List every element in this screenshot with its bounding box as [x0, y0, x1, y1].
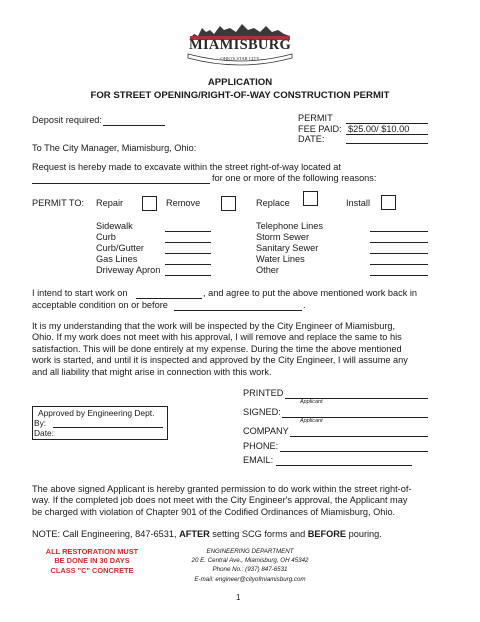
approval-title: Approved by Engineering Dept. [38, 408, 155, 418]
note-text: setting SCG forms and [209, 529, 308, 539]
fee-paid-field[interactable] [346, 134, 428, 135]
item-other: Other [256, 265, 279, 275]
approval-box [32, 406, 168, 440]
option-replace-label: Replace [256, 198, 290, 208]
completion-text: acceptable condition on or before [32, 300, 168, 310]
applicant-caption: Applicant [300, 399, 323, 405]
granted-paragraph [32, 484, 411, 518]
note-after: AFTER [179, 529, 210, 539]
option-remove-label: Remove [166, 198, 201, 208]
item-driveway-apron: Driveway Apron [96, 265, 161, 275]
email-label: EMAIL: [243, 455, 274, 465]
email-field[interactable] [276, 465, 412, 466]
approval-date-label: Date: [34, 428, 55, 438]
signed-label: SIGNED: [243, 407, 281, 417]
reasons-line: for one or more of the following reasons: [212, 173, 377, 183]
dept-phone: Phone No.: (937) 847-6531 [212, 566, 288, 574]
engineering-note [32, 529, 382, 540]
approval-by-field[interactable] [53, 427, 163, 428]
understanding-paragraph [32, 321, 408, 378]
item-telephone-lines: Telephone Lines [256, 221, 323, 231]
company-label: COMPANY [243, 426, 289, 436]
storm-sewer-field[interactable] [370, 242, 428, 243]
remove-checkbox[interactable] [221, 196, 236, 211]
telephone-lines-field[interactable] [370, 231, 428, 232]
granted-line: way. If the completed job does not meet with the City Engineer's approval, the Applicant may [32, 495, 408, 506]
sidewalk-field[interactable] [165, 231, 211, 232]
deposit-field[interactable] [103, 125, 165, 126]
understanding-line: Ohio. If my work does not meet with his approval, I will remove and replace the same to his [32, 332, 402, 343]
engineering-contact [180, 547, 320, 584]
completion-period: . [303, 300, 306, 310]
logo-city-name: MIAMISBURG [188, 37, 292, 53]
granted-line: The above signed Applicant is hereby granted permission to do work within the street right-of- [32, 484, 412, 494]
gas-lines-field[interactable] [165, 264, 211, 265]
restoration-notice [36, 547, 148, 575]
granted-line: be charged with violation of Chapter 901 of the Codified Ordinances of Miamisburg, Ohio. [32, 506, 396, 517]
other-field[interactable] [370, 275, 428, 276]
page-number: 1 [236, 593, 241, 602]
item-sanitary-sewer: Sanitary Sewer [256, 243, 319, 253]
curb-field[interactable] [165, 242, 211, 243]
deposit-label: Deposit required: [32, 115, 102, 125]
item-water-lines: Water Lines [256, 254, 305, 264]
item-sidewalk: Sidewalk [96, 221, 133, 231]
completion-date-field[interactable] [174, 310, 302, 311]
dept-email: E-mail: engineer@cityofmiamisburg.com [194, 575, 306, 583]
phone-field[interactable] [280, 451, 428, 452]
applicant-caption: Applicant [300, 418, 323, 424]
printed-label: PRINTED [243, 388, 284, 398]
restoration-line: BE DONE IN 30 DAYS [54, 556, 130, 566]
date-field[interactable] [346, 143, 428, 144]
curb-gutter-field[interactable] [165, 253, 211, 254]
water-lines-field[interactable] [370, 264, 428, 265]
dept-name: ENGINEERING DEPARTMENT [206, 548, 294, 555]
permit-to-label: PERMIT TO: [32, 198, 85, 208]
replace-checkbox[interactable] [303, 191, 318, 206]
start-date-field[interactable] [136, 298, 202, 299]
addressee-line: To The City Manager, Miamisburg, Ohio: [32, 143, 197, 153]
driveway-apron-field[interactable] [165, 275, 211, 276]
dept-address: 20 E. Central Ave., Miamisburg, OH 45342 [191, 557, 309, 565]
logo-ribbon: OHIO'S STAR CITY [220, 56, 260, 61]
understanding-line: satisfaction. This will be done entirely at my expense. During the time the above mentioned [32, 343, 402, 354]
option-install-label: Install [346, 198, 371, 208]
fee-paid-value: $25.00/ $10.00 [348, 124, 410, 134]
understanding-line: It is my understanding that the work will be inspected by the City Engineer of Miamisburg, [32, 321, 396, 331]
phone-label: PHONE: [243, 441, 279, 451]
item-curb: Curb [96, 232, 116, 242]
item-storm-sewer: Storm Sewer [256, 232, 310, 242]
start-work-text: I intend to start work on [32, 288, 128, 298]
location-field[interactable] [32, 183, 210, 184]
approval-by-label: By: [34, 418, 47, 428]
note-text: pouring. [346, 529, 382, 539]
permit-label: PERMIT [298, 113, 333, 123]
understanding-line: work is started, and until it is inspected and approved by the City Engineer, I will assume any [32, 355, 408, 366]
agree-text: , and agree to put the above mentioned work back in [203, 288, 418, 298]
request-line: Request is hereby made to excavate within the street right-of-way located at [32, 162, 341, 172]
form-subtitle: FOR STREET OPENING/RIGHT-OF-WAY CONSTRUCTION PERMIT [90, 90, 390, 101]
date-label: DATE: [298, 134, 325, 144]
note-text: NOTE: Call Engineering, 847-6531, [32, 529, 180, 539]
install-checkbox[interactable] [381, 195, 396, 210]
item-gas-lines: Gas Lines [96, 254, 138, 264]
restoration-line: CLASS "C" CONCRETE [50, 565, 134, 575]
restoration-line: ALL RESTORATION MUST [45, 547, 139, 556]
form-title: APPLICATION [207, 77, 273, 88]
sanitary-sewer-field[interactable] [370, 253, 428, 254]
item-curb-gutter: Curb/Gutter [96, 243, 144, 253]
company-field[interactable] [290, 436, 428, 437]
fee-paid-label: FEE PAID: [298, 124, 342, 134]
option-repair-label: Repair [96, 198, 124, 208]
note-before: BEFORE [307, 529, 347, 539]
repair-checkbox[interactable] [142, 196, 157, 211]
understanding-line: and all liability that might arise in connection with this work. [32, 366, 272, 377]
